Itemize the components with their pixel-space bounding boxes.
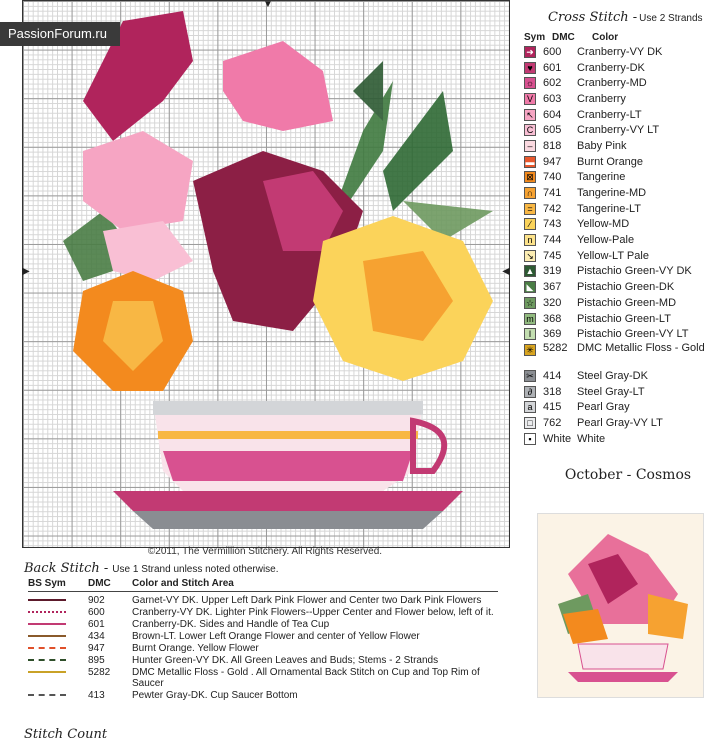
color-swatch: ☼ — [525, 78, 535, 89]
key-color-name: Cranberry-VY LT — [577, 124, 660, 137]
cross-stitch-title-text: Cross Stitch - — [548, 10, 638, 25]
key-dmc: 605 — [543, 124, 562, 137]
back-stitch-row — [28, 690, 498, 701]
stitch-count-title: Stitch Count — [24, 727, 108, 742]
key-color-name: Tangerine-LT — [577, 202, 641, 215]
key-color-name: Baby Pink — [577, 139, 627, 152]
key-row — [524, 170, 720, 186]
key-row — [524, 342, 720, 368]
back-stitch-dmc: 434 — [88, 631, 105, 642]
color-swatch: = — [524, 203, 536, 215]
preview-illustration — [538, 514, 703, 697]
color-swatch: ✳ — [524, 344, 536, 356]
back-stitch-description: Cranberry-VY DK. Lighter Pink Flowers--Upper Center and Flower below, left of it. — [132, 607, 494, 618]
center-marker-right: ◀ — [502, 266, 510, 277]
back-stitch-description: Pewter Gray-DK. Cup Saucer Bottom — [132, 690, 298, 701]
key-dmc: 742 — [543, 202, 562, 215]
finished-preview-image — [537, 513, 704, 698]
key-row — [524, 248, 720, 264]
key-color-name: Pistachio Green-VY LT — [577, 328, 689, 341]
back-stitch-note: Use 1 Strand unless noted otherwise. — [112, 564, 279, 575]
back-stitch-row — [28, 607, 498, 618]
key-color-name: Pistachio Green-MD — [577, 296, 677, 309]
color-swatch: ▲ — [525, 266, 535, 277]
key-row — [524, 295, 720, 311]
key-dmc: 367 — [543, 281, 562, 294]
color-swatch: a — [524, 401, 536, 413]
key-color-name: White — [577, 432, 606, 445]
key-row — [524, 44, 720, 60]
key-row — [524, 201, 720, 217]
key-row — [524, 91, 720, 107]
center-marker-left: ▶ — [22, 266, 30, 277]
key-color-name: Cranberry-DK — [577, 61, 645, 74]
color-swatch: m — [524, 313, 536, 325]
key-color-name: Cranberry-VY DK — [577, 45, 663, 58]
key-color-name: Pistachio Green-LT — [577, 312, 671, 325]
key-dmc: 818 — [543, 139, 562, 152]
color-swatch: ♥ — [524, 62, 536, 74]
key-dmc: White — [543, 432, 572, 445]
key-row — [524, 75, 720, 91]
color-swatch: ◣ — [524, 281, 536, 293]
october-title: October - Cosmos — [564, 467, 692, 483]
key-row — [524, 60, 720, 76]
cosmos-teacup-pattern — [23, 1, 509, 547]
back-stitch-table — [28, 578, 498, 702]
key-dmc: 745 — [543, 249, 562, 262]
key-row — [524, 431, 720, 447]
color-swatch: – — [524, 140, 536, 152]
back-stitch-dmc: 600 — [88, 607, 105, 618]
back-stitch-line-sample — [28, 655, 80, 661]
key-color-name: Cranberry-LT — [577, 108, 642, 121]
back-stitch-line-sample — [28, 643, 80, 649]
back-stitch-dmc: 947 — [88, 643, 105, 654]
back-stitch-dmc: 601 — [88, 619, 105, 630]
back-stitch-title-text: Back Stitch - — [24, 561, 109, 576]
back-stitch-line-sample — [28, 595, 80, 601]
color-swatch: □ — [524, 417, 536, 429]
key-row — [524, 415, 720, 431]
key-dmc: 600 — [543, 45, 562, 58]
back-stitch-header — [28, 578, 498, 592]
center-marker-top: ▼ — [263, 0, 273, 10]
header-dmc: DMC — [88, 578, 111, 589]
color-swatch: ➜ — [524, 46, 536, 58]
key-dmc: 743 — [543, 218, 562, 231]
back-stitch-line-sample — [28, 631, 80, 637]
color-swatch: ⊠ — [524, 171, 536, 183]
cross-stitch-note: Use 2 Strands — [639, 13, 703, 24]
key-dmc: 601 — [543, 61, 562, 74]
back-stitch-line-sample — [28, 607, 80, 613]
key-color-name: Cranberry — [577, 92, 626, 105]
header-key-dmc: DMC — [552, 32, 575, 43]
key-color-name: Pearl Gray — [577, 401, 630, 414]
back-stitch-line-sample — [28, 667, 80, 673]
site-badge[interactable]: PassionForum.ru — [0, 22, 120, 46]
key-color-name: Burnt Orange — [577, 155, 644, 168]
back-stitch-dmc: 5282 — [88, 667, 111, 678]
color-swatch: V — [524, 93, 536, 105]
back-stitch-row — [28, 631, 498, 642]
key-color-name: Steel Gray-LT — [577, 385, 645, 398]
back-stitch-line-sample — [28, 690, 80, 696]
back-stitch-description: Cranberry-DK. Sides and Handle of Tea Cup — [132, 619, 330, 630]
key-color-name: Pistachio Green-VY DK — [577, 265, 692, 278]
key-color-name: Pistachio Green-DK — [577, 281, 675, 294]
key-row — [524, 279, 720, 295]
key-row — [524, 368, 720, 384]
cross-stitch-chart — [22, 0, 510, 548]
color-swatch: ∩ — [524, 187, 536, 199]
back-stitch-description: Garnet-VY DK. Upper Left Dark Pink Flower and Center two Dark Pink Flowers — [132, 595, 482, 606]
key-dmc: 947 — [543, 155, 562, 168]
color-swatch: ▪ — [524, 433, 536, 445]
teacup — [113, 401, 463, 529]
color-swatch: ↘ — [524, 250, 536, 262]
key-color-name: Pearl Gray-VY LT — [577, 416, 663, 429]
key-row — [524, 217, 720, 233]
back-stitch-title — [24, 561, 279, 576]
back-stitch-description: Hunter Green-VY DK. All Green Leaves and Buds; Stems - 2 Strands — [132, 655, 439, 666]
color-key-list — [524, 44, 720, 447]
key-dmc: 603 — [543, 92, 562, 105]
header-color-area: Color and Stitch Area — [132, 578, 234, 589]
key-color-name: Tangerine — [577, 171, 626, 184]
key-dmc: 318 — [543, 385, 562, 398]
key-color-name: DMC Metallic Floss - Gold — [577, 342, 705, 355]
color-swatch: n — [524, 234, 536, 246]
key-color-name: Tangerine-MD — [577, 187, 647, 200]
back-stitch-row — [28, 667, 498, 689]
key-row — [524, 384, 720, 400]
key-row — [524, 122, 720, 138]
header-sym: Sym — [524, 32, 546, 43]
color-swatch: C — [524, 124, 536, 136]
back-stitch-dmc: 902 — [88, 595, 105, 606]
key-dmc: 414 — [543, 369, 562, 382]
key-dmc: 319 — [543, 265, 562, 278]
key-row — [524, 311, 720, 327]
color-swatch: I — [524, 328, 536, 340]
color-swatch: ∂ — [524, 386, 536, 398]
key-row — [524, 185, 720, 201]
copyright: ©2011, The Vermillion Stitchery. All Rights Reserved. — [147, 546, 383, 557]
back-stitch-row — [28, 655, 498, 666]
header-bs-sym: BS Sym — [28, 578, 66, 589]
back-stitch-row — [28, 619, 498, 630]
back-stitch-dmc: 413 — [88, 690, 105, 701]
back-stitch-row — [28, 595, 498, 606]
key-header — [524, 32, 618, 43]
key-dmc: 368 — [543, 312, 562, 325]
key-color-name: Yellow-Pale — [577, 234, 635, 247]
key-color-name: Yellow-MD — [577, 218, 630, 231]
back-stitch-description: Burnt Orange. Yellow Flower — [132, 643, 259, 654]
cross-stitch-title — [548, 10, 703, 25]
back-stitch-dmc: 895 — [88, 655, 105, 666]
key-row — [524, 399, 720, 415]
key-color-name: Cranberry-MD — [577, 77, 647, 90]
key-dmc: 602 — [543, 77, 562, 90]
key-row — [524, 138, 720, 154]
color-swatch: ↖ — [524, 109, 536, 121]
key-row — [524, 154, 720, 170]
key-color-name: Steel Gray-DK — [577, 369, 648, 382]
key-dmc: 740 — [543, 171, 562, 184]
color-swatch: ✂ — [524, 370, 536, 382]
header-key-color: Color — [592, 32, 619, 43]
key-color-name: Yellow-LT Pale — [577, 249, 649, 262]
key-dmc: 604 — [543, 108, 562, 121]
back-stitch-description: DMC Metallic Floss - Gold . All Ornamental Back Stitch on Cup and Top Rim of Saucer — [132, 667, 480, 689]
key-dmc: 741 — [543, 187, 562, 200]
color-swatch: ☆ — [525, 297, 535, 308]
key-dmc: 369 — [543, 328, 562, 341]
back-stitch-line-sample — [28, 619, 80, 625]
key-row — [524, 264, 720, 280]
key-dmc: 5282 — [543, 342, 568, 355]
key-dmc: 762 — [543, 416, 562, 429]
key-dmc: 415 — [543, 401, 562, 414]
back-stitch-row — [28, 643, 498, 654]
back-stitch-description: Brown-LT. Lower Left Orange Flower and center of Yellow Flower — [132, 631, 420, 642]
color-swatch: ▬ — [525, 156, 535, 167]
key-row — [524, 107, 720, 123]
key-row — [524, 326, 720, 342]
key-row — [524, 232, 720, 248]
color-swatch: ∕ — [524, 218, 536, 230]
key-dmc: 320 — [543, 296, 562, 309]
key-dmc: 744 — [543, 234, 562, 247]
